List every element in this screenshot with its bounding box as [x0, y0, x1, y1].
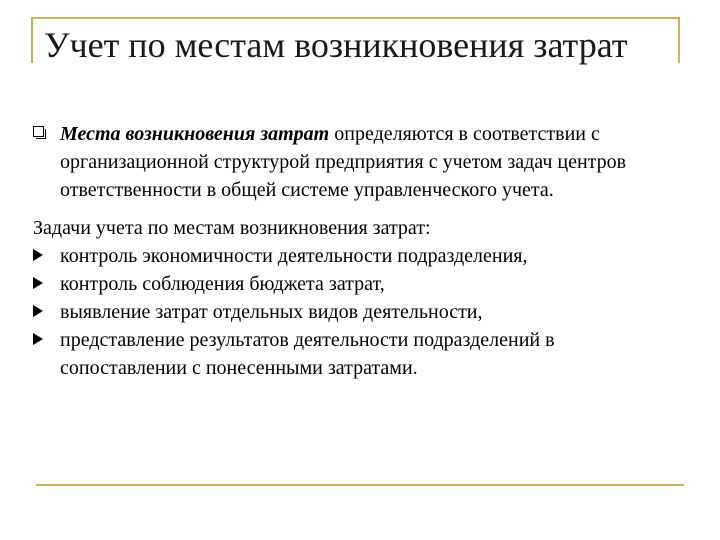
tasks-intro: Задачи учета по местам возникновения затрат:: [33, 217, 431, 239]
main-point: [33, 120, 683, 204]
list-item-text: контроль экономичности деятельности подразделения,: [60, 245, 528, 267]
list-item-text: выявление затрат отдельных видов деятельности,: [60, 301, 483, 323]
list-item: [33, 326, 683, 382]
slide-content: [33, 120, 683, 382]
point-text: определяются в соответствии с организационной структурой предприятия с учетом задач центров ответственности в общей системе управленческого учета.: [60, 123, 627, 201]
arrow-bullet-icon: [33, 333, 43, 345]
arrow-bullet-icon: [33, 277, 43, 289]
list-item: [33, 270, 683, 298]
frame-bottom-line: [36, 484, 684, 486]
list-item: [33, 242, 683, 270]
arrow-bullet-icon: [33, 249, 43, 261]
frame-left-line: [31, 17, 33, 63]
slide-title: Учет по местам возникновения затрат: [44, 25, 628, 65]
square-bullet-icon: [33, 126, 44, 137]
list-item: [33, 298, 683, 326]
list-item-text: контроль соблюдения бюджета затрат,: [60, 273, 385, 295]
frame-right-line: [678, 17, 680, 63]
frame-top-line: [31, 17, 680, 19]
list-item-text: представление результатов деятельности подразделений в сопоставлении с понесенными затратами.: [60, 329, 555, 379]
point-emphasis: Места возникновения затрат: [60, 123, 330, 145]
arrow-bullet-icon: [33, 305, 43, 317]
